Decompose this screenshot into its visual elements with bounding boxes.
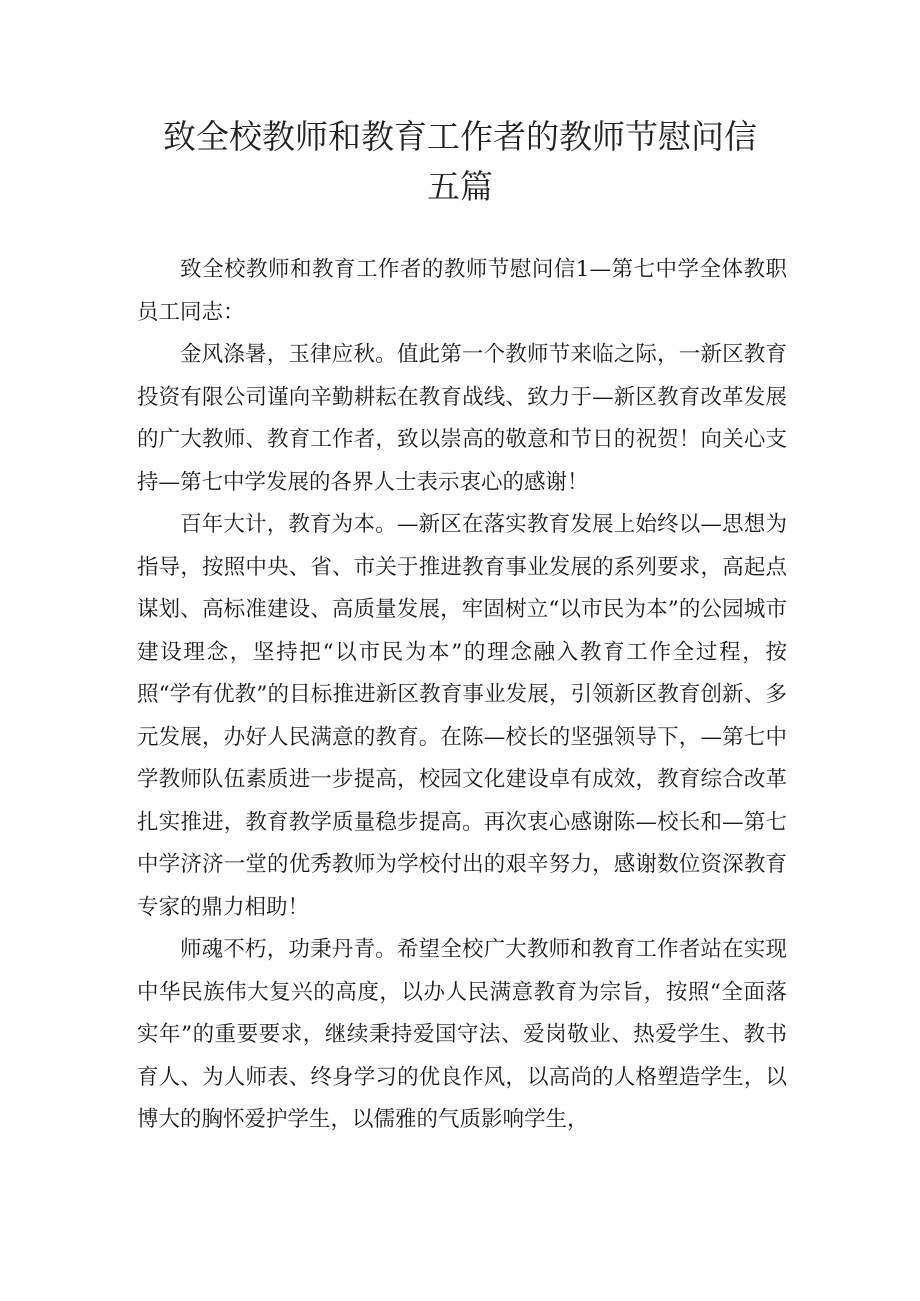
paragraph-greeting: 金风涤暑，玉律应秋。值此第一个教师节来临之际，一新区教育投资有限公司谨向辛勤耕耘在教育战线、致力于—新区教育改革发展的广大教师、教育工作者，致以崇高的敬意和节日的祝贺！向关心支持—第七中学发展的各界人士表示衷心的感谢！ (137, 342, 787, 495)
document-body (137, 249, 787, 1142)
paragraph-achievements: 百年大计，教育为本。—新区在落实教育发展上始终以—思想为指导，按照中央、省、市关于推进教育事业发展的系列要求，高起点谋划、高标准建设、高质量发展，牢固树立“以市民为本”的公园城市建设理念，坚持把“以市民为本”的理念融入教育工作全过程，按照“学有优教”的目标推进新区教育事业发展，引领新区教育创新、多元发展，办好人民满意的教育。在陈—校长的坚强领导下，—第七中学教师队伍素质进一步提高，校园文化建设卓有成效，教育综合改革扎实推进，教育教学质量稳步提高。再次衷心感谢陈—校长和—第七中学济济一堂的优秀教师为学校付出的艰辛努力，感谢数位资深教育专家的鼎力相助！ (137, 512, 787, 920)
title-line-1: 致全校教师和教育工作者的教师节慰问信 (163, 117, 757, 156)
paragraph-hopes: 师魂不朽，功秉丹青。希望全校广大教师和教育工作者站在实现中华民族伟大复兴的高度，以办人民满意教育为宗旨，按照“全面落实年”的重要要求，继续秉持爱国守法、爱岗敬业、热爱学生、教书育人、为人师表、终身学习的优良作风，以高尚的人格塑造学生，以博大的胸怀爱护学生，以儒雅的气质影响学生， (137, 937, 787, 1132)
paragraph-salutation: 致全校教师和教育工作者的教师节慰问信1—第七中学全体教职员工同志： (137, 257, 787, 325)
title-line-2: 五篇 (427, 167, 493, 206)
document-title (0, 112, 920, 212)
